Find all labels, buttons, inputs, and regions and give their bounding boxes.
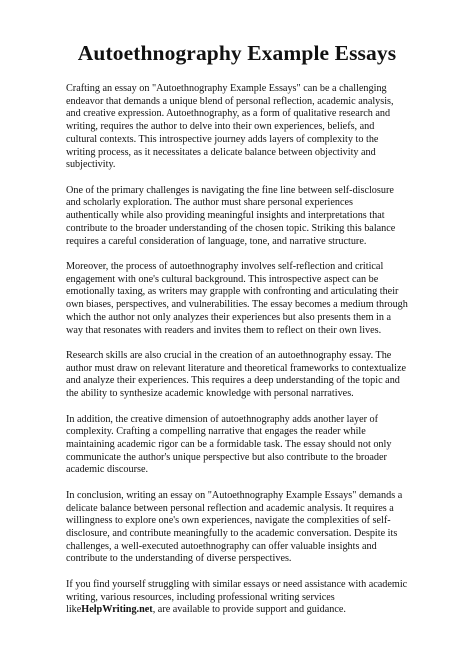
paragraph-5: In addition, the creative dimension of autoethnography adds another layer of complexity. Crafting a compelling narrative that engages the reader while maintaining academic rigor can be a formidable task. The essay should not only communicate the author's unique perspective but also contribute to the broader academic discourse. <box>66 413 392 476</box>
paragraph-3: Moreover, the process of autoethnography involves self-reflection and critical engagement with one's cultural background. This introspective aspect can be emotionally taxing, as writers may grapple with confronting and articulating their own biases, perspectives, and vulnerabilities. The essay becomes a medium through which the author not only analyzes their experiences but also presents them in a way that resonates with readers and invites them to reflect on their own lives. <box>66 261 408 336</box>
paragraph-1: Crafting an essay on "Autoethnography Example Essays" can be a challenging endeavor that demands a unique blend of personal reflection, academic analysis, and creative expression. Autoethnography, as a form of qualitative research and writing, requires the author to delve into their own experiences, beliefs, and cultural contexts. This introspective journey adds layers of complexity to the writing process, as it necessitates a delicate balance between objectivity and subjectivity. <box>66 83 394 171</box>
paragraph-2: One of the primary challenges is navigating the fine line between self-disclosure and scholarly exploration. The author must share personal experiences authentically while also providing meaningful insights and interpretations that contribute to the broader understanding of the chosen topic. Striking this balance requires a careful consideration of language, tone, and narrative structure. <box>66 184 396 247</box>
page-title: Autoethnography Example Essays <box>77 41 397 65</box>
paragraph-6: In conclusion, writing an essay on "Autoethnography Example Essays" demands a delicate balance between personal reflection and academic analysis. It requires a willingness to explore one's own experiences, navigate the complexities of self-disclosure, and contribute meaningfully to the academic conversation. Despite its challenges, a well-executed autoethnography can offer valuable insights and contribute to the understanding of diverse perspectives. <box>66 489 403 565</box>
closing-text-before: If you find yourself struggling with similar essays or need assistance with academic writing, various resources, including professional writing services like <box>66 578 408 616</box>
helpwriting-link[interactable]: HelpWriting.net <box>81 604 153 616</box>
closing-paragraph <box>66 579 408 617</box>
closing-text-after: , are available to provide support and guidance. <box>152 604 346 616</box>
paragraph-4: Research skills are also crucial in the creation of an autoethnography essay. The author must draw on relevant literature and theoretical frameworks to contextualize and analyze their experiences. This requires a deep understanding of the topic and the ability to synthesize academic knowledge with personal narratives. <box>66 350 407 400</box>
